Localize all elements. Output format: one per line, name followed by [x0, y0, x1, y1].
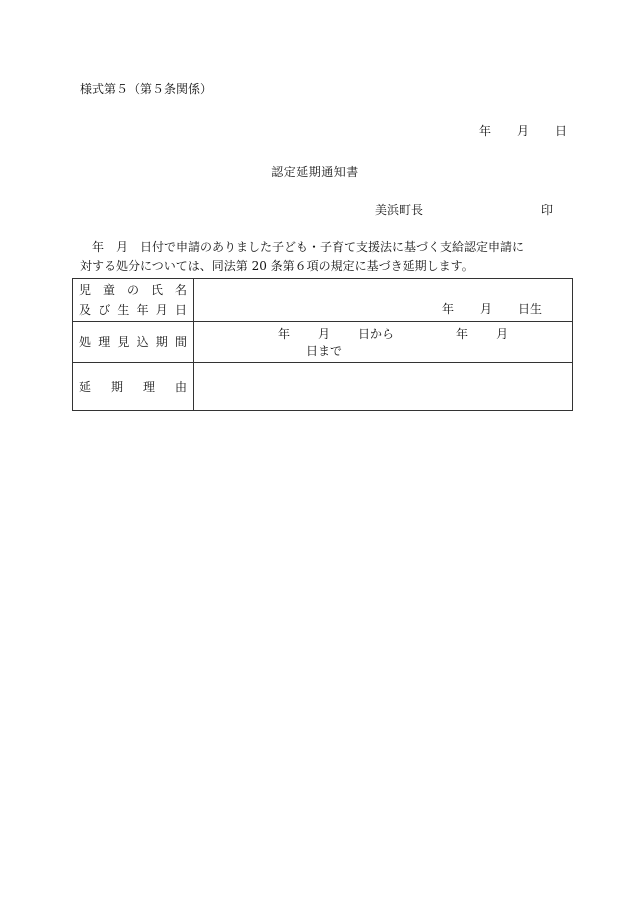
- period-from-month: 月: [318, 327, 331, 341]
- seal-mark: 印: [541, 203, 554, 217]
- period-range: [278, 325, 572, 359]
- document-title: 認定延期通知書: [271, 165, 359, 179]
- period-from-day: 日から: [358, 327, 395, 341]
- reason-label: 延期理由: [79, 379, 187, 394]
- date-year: 年: [478, 124, 491, 138]
- child-label-line2: 及び生年月日: [79, 303, 187, 317]
- period-to-year: 年: [456, 327, 469, 341]
- notice-body-line2: 対する処分については、同法第 20 条第６項の規定に基づき延期します。: [80, 259, 474, 273]
- birth-year: 年: [441, 302, 454, 316]
- birth-month: 月: [479, 302, 492, 316]
- period-label: 処理見込期間: [79, 335, 187, 349]
- period-to-day: 日まで: [306, 344, 343, 358]
- period-value-cell[interactable]: [194, 322, 573, 363]
- date-month: 月: [516, 124, 529, 138]
- reason-row: [73, 363, 573, 411]
- period-row: [73, 322, 573, 363]
- reason-value-cell[interactable]: [194, 363, 573, 411]
- child-label-line1: 児童の氏名: [79, 283, 187, 297]
- issue-date: [479, 122, 567, 139]
- period-from-year: 年: [278, 327, 291, 341]
- reason-label-cell: [73, 363, 194, 411]
- child-label-cell: [73, 279, 194, 322]
- notice-form-table: [72, 278, 573, 411]
- child-value-cell[interactable]: [194, 279, 573, 322]
- period-to-month: 月: [496, 327, 509, 341]
- birth-date: [442, 300, 542, 317]
- issuer-name: 美浜町長: [375, 203, 424, 217]
- period-label-cell: [73, 322, 194, 363]
- birth-day: 日生: [517, 302, 542, 316]
- notice-body-line1: 年 月 日付で申請のありました子ども・子育て支援法に基づく支給認定申請に: [92, 240, 525, 254]
- date-day: 日: [554, 124, 567, 138]
- notice-body: [80, 238, 580, 276]
- form-number-label: 様式第５（第５条関係）: [80, 82, 213, 96]
- child-row: [73, 279, 573, 322]
